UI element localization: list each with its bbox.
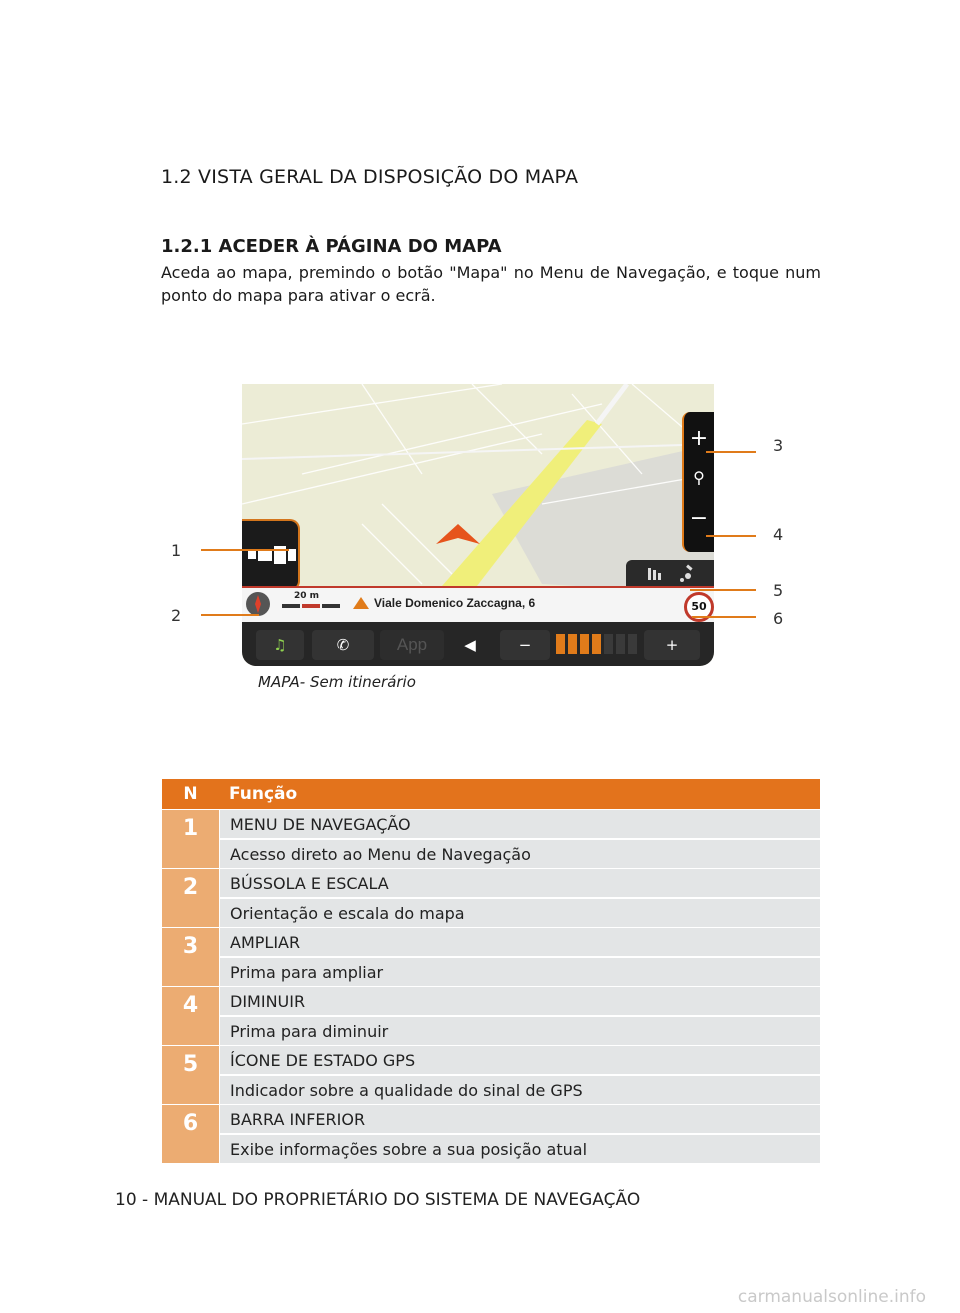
row-description: Orientação e escala do mapa: [220, 899, 820, 927]
figure-caption: MAPA- Sem itinerário: [258, 673, 416, 691]
function-table: [162, 779, 820, 1163]
phone-icon: ✆: [336, 636, 350, 654]
callout-2: 2: [171, 606, 182, 625]
row-number: 3: [162, 928, 219, 986]
volume-segment: [580, 634, 589, 654]
subsection-title: 1.2.1 ACEDER À PÁGINA DO MAPA: [161, 236, 502, 257]
system-bottom-bar: [242, 622, 714, 666]
poi-bars-icon: [648, 568, 661, 580]
row-title: BARRA INFERIOR: [220, 1105, 820, 1134]
row-description: Indicador sobre a qualidade do sinal de GPS: [220, 1076, 820, 1104]
map-screenshot: [242, 384, 714, 666]
zoom-out-button[interactable]: −: [689, 506, 709, 531]
row-description: Prima para ampliar: [220, 958, 820, 986]
row-number: 5: [162, 1046, 219, 1104]
row-title: BÚSSOLA E ESCALA: [220, 869, 820, 898]
zoom-magnifier-icon: ⚲: [693, 468, 705, 487]
map-scale: 20 m: [294, 591, 320, 601]
callout-line-4: [706, 535, 756, 537]
table-row-group: [162, 928, 820, 986]
volume-segment: [568, 634, 577, 654]
table-header: [162, 779, 820, 809]
row-number: 2: [162, 869, 219, 927]
table-row-group: [162, 869, 820, 927]
callout-line-1: [201, 549, 289, 551]
music-note-icon: ♫: [273, 636, 287, 654]
table-row-group: [162, 1046, 820, 1104]
navigation-menu-icon: [242, 521, 298, 589]
volume-segment: [592, 634, 601, 654]
header-n: N: [183, 784, 198, 804]
volume-up-button[interactable]: +: [644, 630, 700, 660]
volume-segment: [604, 634, 613, 654]
row-description: Acesso direto ao Menu de Navegação: [220, 840, 820, 868]
row-title: AMPLIAR: [220, 928, 820, 957]
phone-button[interactable]: [312, 630, 374, 660]
row-title: DIMINUIR: [220, 987, 820, 1016]
row-number: 1: [162, 810, 219, 868]
speaker-icon: ◀: [464, 636, 476, 654]
callout-5: 5: [773, 581, 784, 600]
row-description: Exibe informações sobre a sua posição atual: [220, 1135, 820, 1163]
callout-6: 6: [773, 609, 784, 628]
volume-segment: [616, 634, 625, 654]
watermark: carmanualsonline.info: [737, 1287, 926, 1307]
volume-segment: [628, 634, 637, 654]
volume-segment: [556, 634, 565, 654]
table-row-group: [162, 987, 820, 1045]
app-button[interactable]: App: [380, 630, 444, 660]
street-arrow-icon: [352, 596, 370, 610]
callout-line-2: [201, 614, 259, 616]
gps-status-bar: [626, 560, 714, 586]
page-footer: 10 - MANUAL DO PROPRIETÁRIO DO SISTEMA DE NAVEGAÇÃO: [115, 1190, 641, 1210]
callout-line-5: [690, 589, 756, 591]
callout-line-3: [706, 451, 756, 453]
zoom-in-button[interactable]: +: [689, 426, 709, 451]
bottom-info-bar: [242, 586, 714, 622]
table-row-group: [162, 810, 820, 868]
header-function: Função: [229, 784, 298, 804]
intro-paragraph: Aceda ao mapa, premindo o botão "Mapa" no Menu de Navegação, e toque num ponto do mapa para ativar o ecrã.: [161, 263, 821, 305]
callout-1: 1: [171, 541, 182, 560]
street-name: Viale Domenico Zaccagna, 6: [374, 596, 536, 610]
row-number: 6: [162, 1105, 219, 1163]
music-button[interactable]: [256, 630, 304, 660]
row-description: Prima para diminuir: [220, 1017, 820, 1045]
gps-satellite-icon: [680, 565, 693, 582]
callout-3: 3: [773, 436, 784, 455]
callout-4: 4: [773, 525, 784, 544]
navigation-menu-button[interactable]: [242, 519, 300, 591]
scale-bar-icon: [282, 604, 342, 610]
zoom-panel: [682, 412, 714, 552]
compass-icon[interactable]: [246, 592, 270, 616]
row-title: ÍCONE DE ESTADO GPS: [220, 1046, 820, 1075]
row-title: MENU DE NAVEGAÇÃO: [220, 810, 820, 839]
callout-line-6: [692, 616, 756, 618]
speed-limit-sign: 50: [684, 592, 714, 622]
row-number: 4: [162, 987, 219, 1045]
table-row-group: [162, 1105, 820, 1163]
section-title: 1.2 VISTA GERAL DA DISPOSIÇÃO DO MAPA: [161, 166, 579, 188]
volume-down-button[interactable]: −: [500, 630, 550, 660]
